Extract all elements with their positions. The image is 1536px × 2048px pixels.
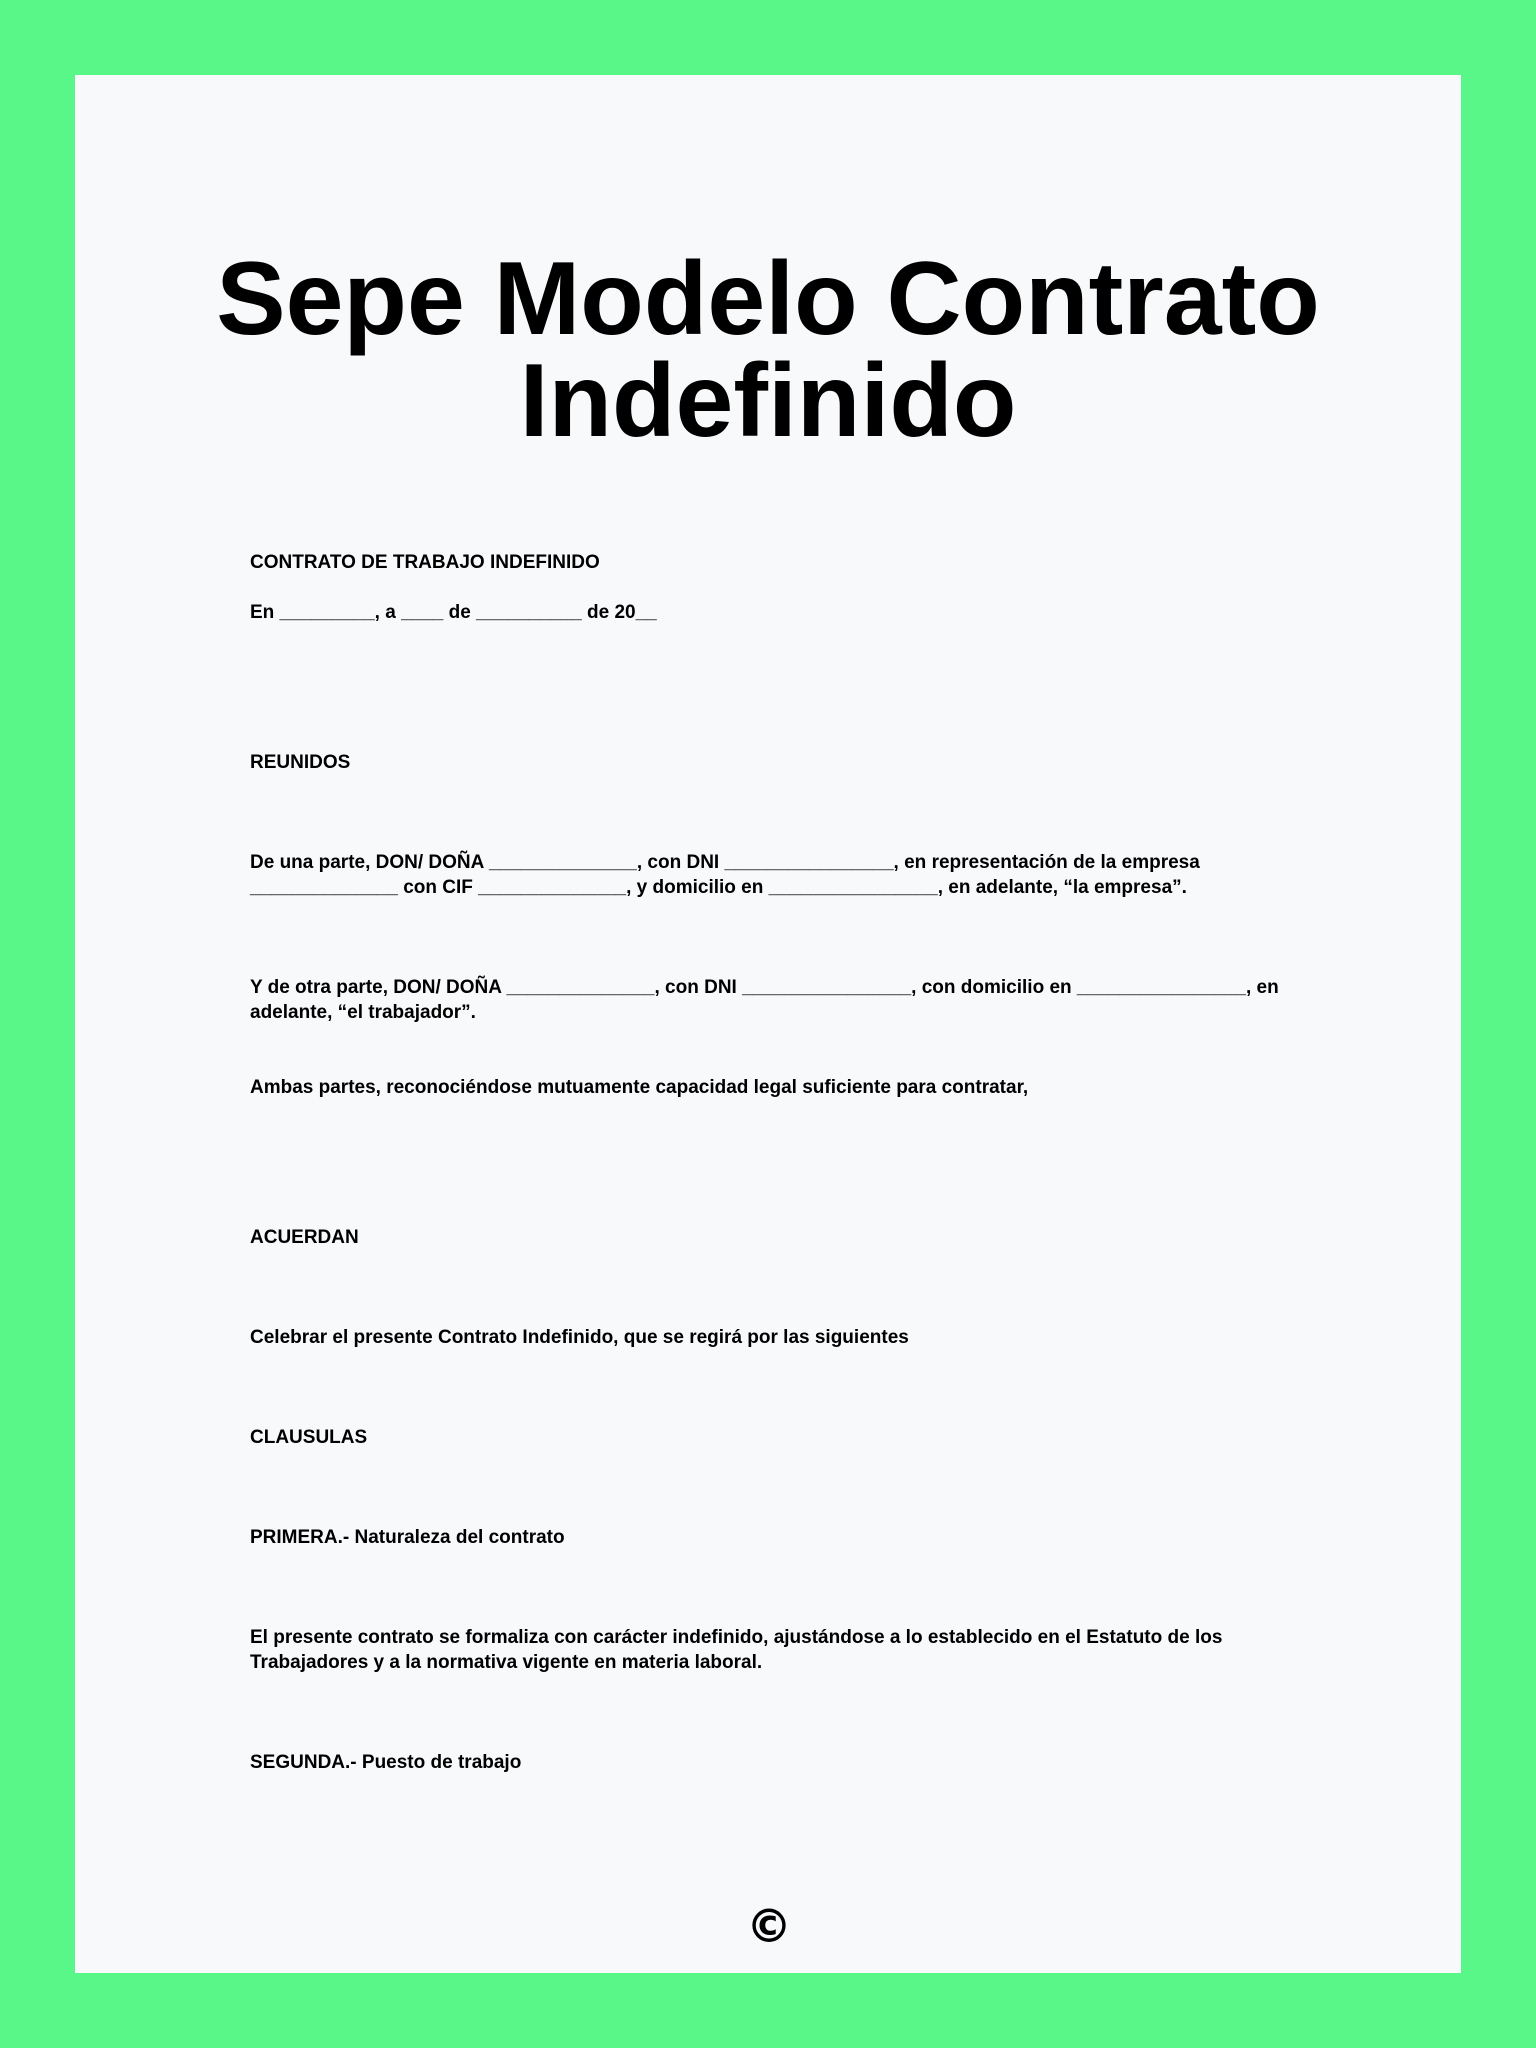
copyright-icon: © [746,1899,792,1953]
clause-heading-primera: PRIMERA.- Naturaleza del contrato [250,1527,565,1548]
section-heading-acuerdan: ACUERDAN [250,1227,359,1248]
party-company-paragraph: De una parte, DON/ DOÑA ______________, con DNI ________________, en representación de la empresa ______________ con CIF ______________, y domicilio en ________________, en adelante, “la empresa”. [250,852,1200,898]
title-line-1: Sepe Modelo Contrato [216,241,1320,357]
date-line: En _________, a ____ de __________ de 20__ [250,602,657,623]
title-line-2: Indefinido [519,343,1017,459]
party-worker-paragraph: Y de otra parte, DON/ DOÑA ______________, con DNI ________________, con domicilio en ________________, en adelante, “el trabajador”. [250,977,1279,1023]
clause-primera-paragraph: El presente contrato se formaliza con carácter indefinido, ajustándose a lo establecido en el Estatuto de los Trabajadores y a la normativa vigente en materia laboral. [250,1627,1223,1673]
section-heading-reunidos: REUNIDOS [250,752,351,773]
capacity-paragraph: Ambas partes, reconociéndose mutuamente capacidad legal suficiente para contratar, [250,1077,1029,1098]
contract-heading: CONTRATO DE TRABAJO INDEFINIDO [250,552,600,573]
page-title [0,241,1536,459]
agreement-paragraph: Celebrar el presente Contrato Indefinido, que se regirá por las siguientes [250,1327,909,1348]
section-heading-clausulas: CLAUSULAS [250,1427,368,1448]
clause-heading-segunda: SEGUNDA.- Puesto de trabajo [250,1752,522,1773]
